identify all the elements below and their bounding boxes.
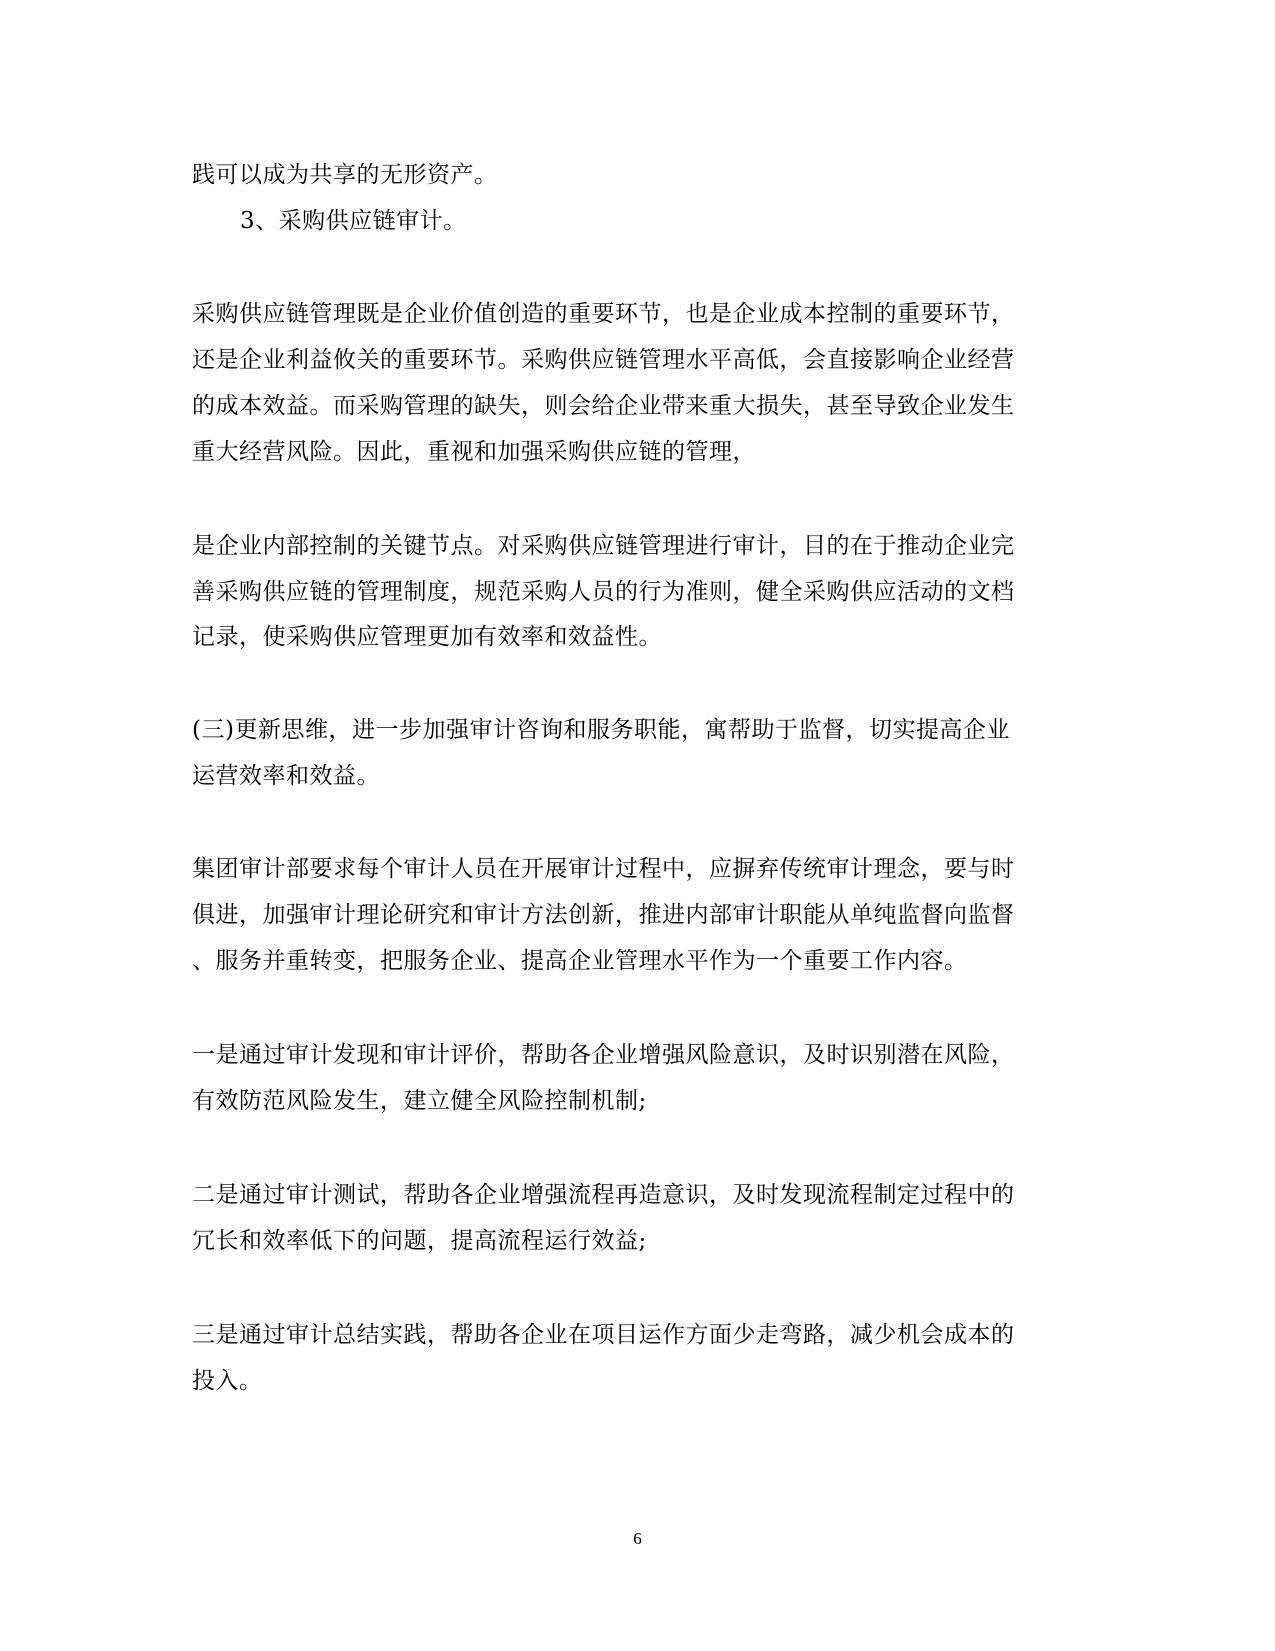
text-line: 集团审计部要求每个审计人员在开展审计过程中，应摒弃传统审计理念，要与时: [192, 856, 1015, 882]
section-heading: (三)更新思维，进一步加强审计咨询和服务职能，寓帮助于监督，切实提高企业: [192, 717, 1010, 743]
text-line: 、服务并重转变，把服务企业、提高企业管理水平作为一个重要工作内容。: [192, 948, 968, 974]
text-line: 三是通过审计总结实践，帮助各企业在项目运作方面少走弯路，减少机会成本的: [192, 1322, 1015, 1348]
text-line: 二是通过审计测试，帮助各企业增强流程再造意识，及时发现流程制定过程中的: [192, 1182, 1015, 1208]
text-line: 还是企业利益攸关的重要环节。采购供应链管理水平高低，会直接影响企业经营: [192, 347, 1015, 373]
text-line: 的成本效益。而采购管理的缺失，则会给企业带来重大损失，甚至导致企业发生: [192, 393, 1015, 419]
text-line: 践可以成为共享的无形资产。: [192, 162, 498, 188]
text-line: 采购供应链管理既是企业价值创造的重要环节，也是企业成本控制的重要环节，: [192, 301, 1015, 327]
text-line: 重大经营风险。因此，重视和加强采购供应链的管理，: [192, 439, 756, 465]
text-line: 运营效率和效益。: [192, 763, 380, 789]
text-line: 一是通过审计发现和审计评价，帮助各企业增强风险意识，及时识别潜在风险，: [192, 1042, 1015, 1068]
text-line: 冗长和效率低下的问题，提高流程运行效益;: [192, 1228, 647, 1254]
text-line: 记录，使采购供应管理更加有效率和效益性。: [192, 624, 662, 650]
text-line: 投入。: [192, 1368, 263, 1394]
text-line: 俱进，加强审计理论研究和审计方法创新，推进内部审计职能从单纯监督向监督: [192, 902, 1015, 928]
page-number: 6: [633, 1529, 642, 1548]
text-line: 善采购供应链的管理制度，规范采购人员的行为准则，健全采购供应活动的文档: [192, 579, 1015, 605]
text-line: 是企业内部控制的关键节点。对采购供应链管理进行审计，目的在于推动企业完: [192, 533, 1015, 559]
section-heading: 3、采购供应链审计。: [240, 208, 467, 234]
text-line: 有效防范风险发生，建立健全风险控制机制;: [192, 1088, 647, 1114]
